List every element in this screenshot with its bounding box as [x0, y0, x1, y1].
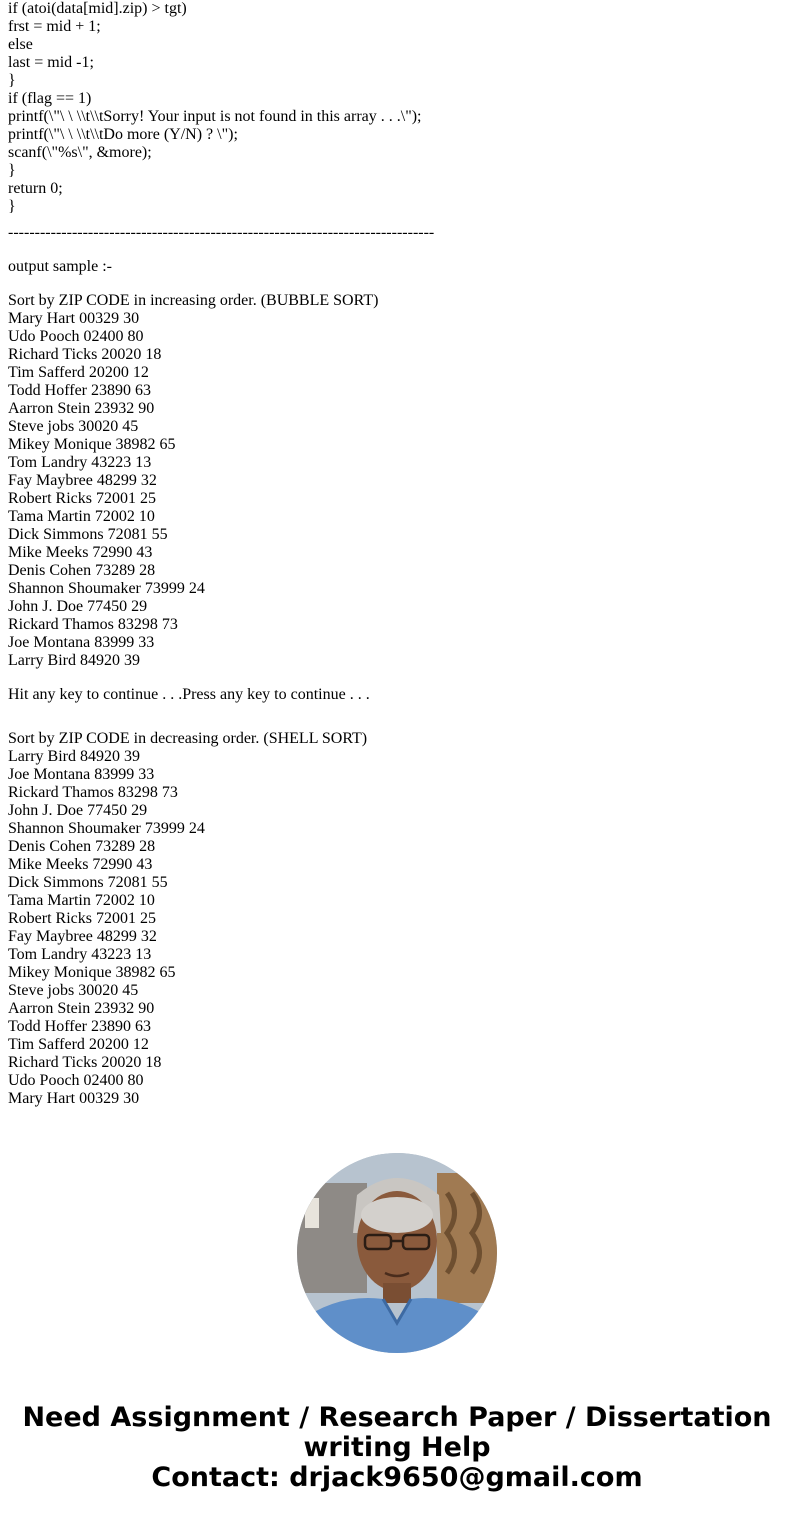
shell-sort-heading: Sort by ZIP CODE in decreasing order. (SHELL SORT): [8, 730, 368, 747]
document-body: [8, 0, 788, 1108]
record-row: Rickard Thamos 83298 73: [8, 784, 178, 801]
record-row: Todd Hoffer 23890 63: [8, 382, 152, 399]
record-row: Tim Safferd 20200 12: [8, 1036, 149, 1053]
code-block: [8, 0, 788, 216]
record-row: John J. Doe 77450 29: [8, 802, 148, 819]
code-line: }: [8, 72, 16, 89]
record-row: Denis Cohen 73289 28: [8, 562, 156, 579]
record-row: Tim Safferd 20200 12: [8, 364, 149, 381]
record-row: Mike Meeks 72990 43: [8, 544, 153, 561]
record-row: Aarron Stein 23932 90: [8, 400, 155, 417]
record-row: Tama Martin 72002 10: [8, 508, 155, 525]
record-row: Steve jobs 30020 45: [8, 418, 139, 435]
banner-line-1: Need Assignment / Research Paper / Dissertation: [22, 1402, 772, 1433]
continue-prompt: Hit any key to continue . . .Press any key to continue . . .: [8, 686, 370, 703]
output-label: output sample :-: [8, 258, 112, 275]
code-line: return 0;: [8, 180, 63, 197]
record-row: Richard Ticks 20020 18: [8, 1054, 162, 1071]
record-row: Udo Pooch 02400 80: [8, 1072, 144, 1089]
record-row: Dick Simmons 72081 55: [8, 874, 168, 891]
record-row: Tom Landry 43223 13: [8, 946, 152, 963]
record-row: Joe Montana 83999 33: [8, 766, 155, 783]
record-row: Robert Ricks 72001 25: [8, 490, 156, 507]
record-row: Shannon Shoumaker 73999 24: [8, 820, 205, 837]
code-line: if (atoi(data[mid].zip) > tgt): [8, 0, 187, 17]
record-row: Robert Ricks 72001 25: [8, 910, 156, 927]
record-row: Aarron Stein 23932 90: [8, 1000, 155, 1017]
record-row: Mary Hart 00329 30: [8, 310, 140, 327]
record-row: Denis Cohen 73289 28: [8, 838, 156, 855]
shell-sort-output: [8, 730, 788, 1108]
record-row: Mary Hart 00329 30: [8, 1090, 140, 1107]
record-row: Fay Maybree 48299 32: [8, 472, 157, 489]
record-row: Udo Pooch 02400 80: [8, 328, 144, 345]
record-row: Larry Bird 84920 39: [8, 652, 140, 669]
bubble-sort-output: [8, 292, 788, 670]
record-row: Rickard Thamos 83298 73: [8, 616, 178, 633]
author-portrait-image: [297, 1153, 497, 1353]
code-line: else: [8, 36, 33, 53]
code-line: scanf(\"%s\", &more);: [8, 144, 152, 161]
code-line: }: [8, 162, 16, 179]
record-row: Mikey Monique 38982 65: [8, 964, 176, 981]
record-row: Fay Maybree 48299 32: [8, 928, 157, 945]
code-line: frst = mid + 1;: [8, 18, 101, 35]
author-avatar: [297, 1153, 497, 1353]
banner-contact-line: Contact: drjack9650@gmail.com: [151, 1462, 643, 1493]
code-line: }: [8, 198, 16, 215]
record-row: Todd Hoffer 23890 63: [8, 1018, 152, 1035]
code-line: printf(\"\ \ \\t\\tSorry! Your input is not found in this array . . .\");: [8, 108, 422, 125]
record-row: Mikey Monique 38982 65: [8, 436, 176, 453]
record-row: Mike Meeks 72990 43: [8, 856, 153, 873]
record-row: Tom Landry 43223 13: [8, 454, 152, 471]
banner-line-2: writing Help: [303, 1432, 491, 1463]
record-row: Steve jobs 30020 45: [8, 982, 139, 999]
code-line: if (flag == 1): [8, 90, 92, 107]
bubble-sort-heading: Sort by ZIP CODE in increasing order. (BUBBLE SORT): [8, 292, 379, 309]
code-line: last = mid -1;: [8, 54, 94, 71]
code-line: printf(\"\ \ \\t\\tDo more (Y/N) ? \");: [8, 126, 238, 143]
record-row: Larry Bird 84920 39: [8, 748, 140, 765]
separator-line: --------------------------------------------------------------------------------: [8, 224, 435, 241]
record-row: Richard Ticks 20020 18: [8, 346, 162, 363]
record-row: Shannon Shoumaker 73999 24: [8, 580, 205, 597]
contact-banner: [0, 1403, 794, 1493]
record-row: Joe Montana 83999 33: [8, 634, 155, 651]
record-row: John J. Doe 77450 29: [8, 598, 148, 615]
record-row: Tama Martin 72002 10: [8, 892, 155, 909]
record-row: Dick Simmons 72081 55: [8, 526, 168, 543]
